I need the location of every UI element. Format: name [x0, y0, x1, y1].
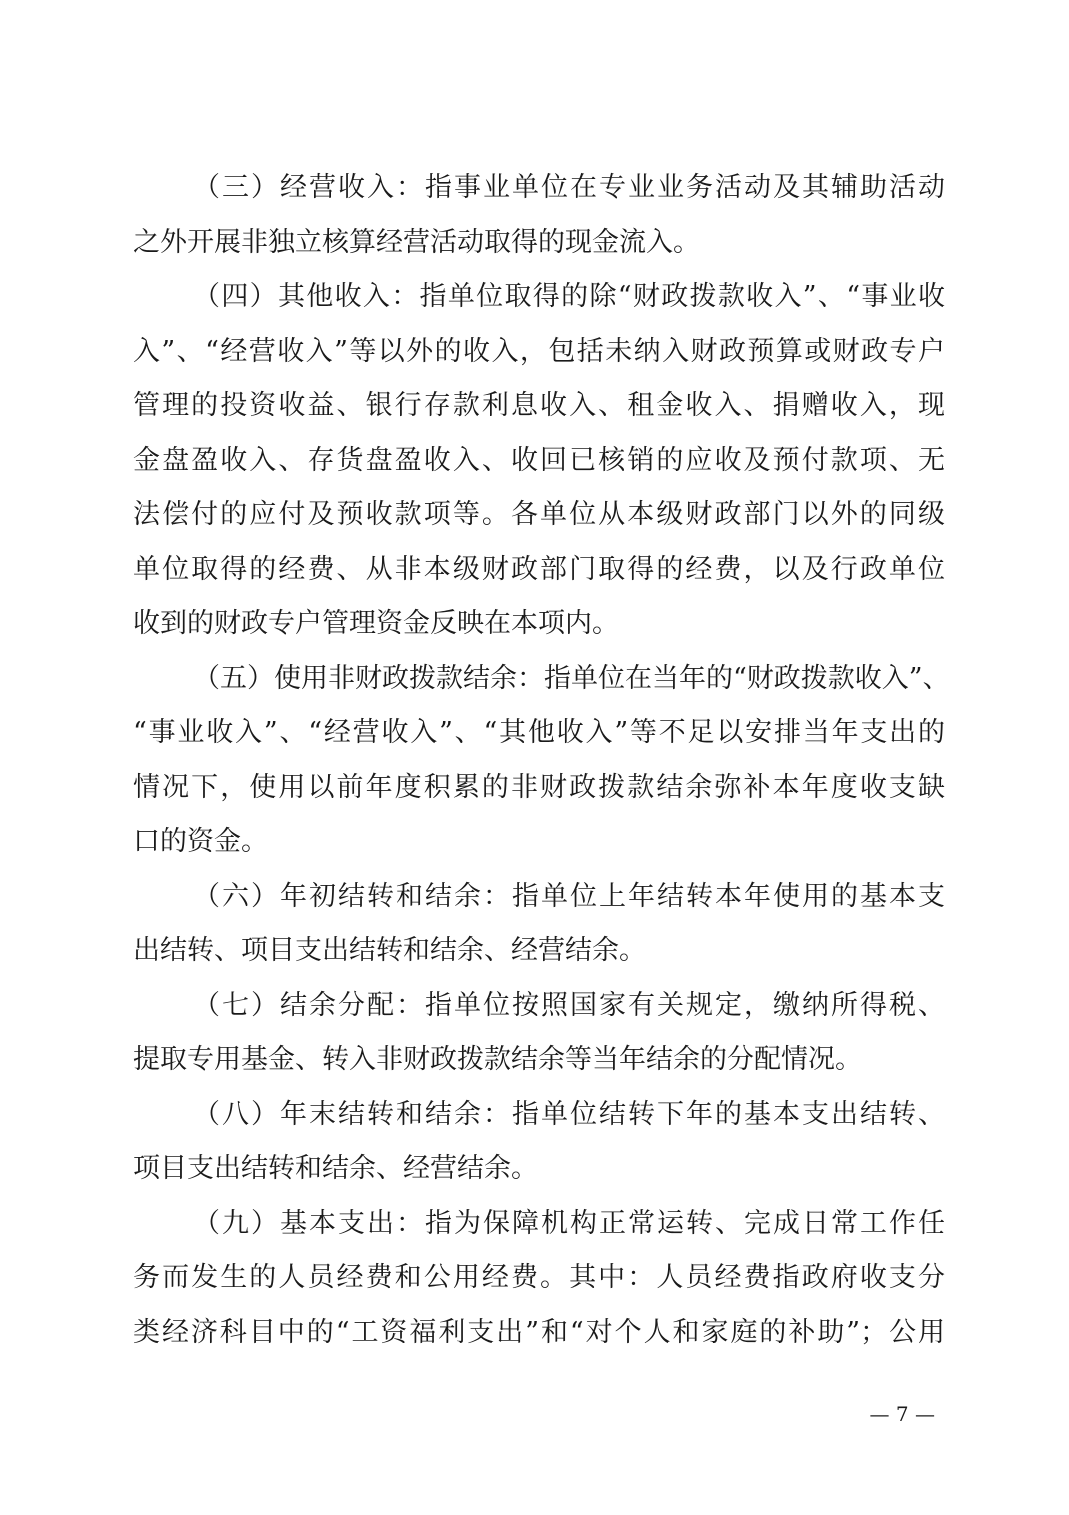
paragraph-other-income: [133, 270, 945, 652]
paragraph-line: （九）基本支出：指为保障机构正常运转、完成日常工作任: [193, 1207, 945, 1239]
paragraph-line: 出结转、项目支出结转和结余、经营结余。: [133, 935, 646, 966]
paragraph-line: “事业收入”、“经营收入”、“其他收入”等不足以安排当年支出的: [133, 717, 945, 748]
paragraph-line: 单位取得的经费、从非本级财政部门取得的经费，以及行政单位: [133, 553, 945, 585]
paragraph-line: 务而发生的人员经费和公用经费。其中：人员经费指政府收支分: [133, 1262, 945, 1293]
document-body: [133, 161, 950, 1360]
paragraph-opening-balance: [133, 870, 945, 979]
paragraph-line: 情况下，使用以前年度积累的非财政拨款结余弥补本年度收支缺: [133, 771, 945, 803]
paragraph-basic-expenditure: [133, 1197, 945, 1361]
paragraph-line: （八）年末结转和结余：指单位结转下年的基本支出结转、: [193, 1098, 945, 1130]
paragraph-line: （四）其他收入：指单位取得的除“财政拨款收入”、“事业收: [193, 281, 945, 312]
paragraph-line: 项目支出结转和结余、经营结余。: [133, 1153, 538, 1184]
paragraph-line: 金盘盈收入、存货盘盈收入、收回已核销的应收及预付款项、无: [133, 444, 945, 476]
paragraph-line: （七）结余分配：指单位按照国家有关规定，缴纳所得税、: [193, 989, 945, 1021]
paragraph-line: 类经济科目中的“工资福利支出”和“对个人和家庭的补助”；公用: [133, 1316, 945, 1348]
page-number: — 7 —: [869, 1402, 935, 1426]
paragraph-line: 提取专用基金、转入非财政拨款结余等当年结余的分配情况。: [133, 1044, 862, 1075]
paragraph-operating-income: [133, 161, 945, 270]
paragraph-surplus-distribution: [133, 979, 945, 1088]
paragraph-line: （六）年初结转和结余：指单位上年结转本年使用的基本支: [193, 880, 945, 912]
paragraph-line: 法偿付的应付及预收款项等。各单位从本级财政部门以外的同级: [133, 499, 945, 530]
paragraph-line: 入”、“经营收入”等以外的收入，包括未纳入财政预算或财政专户: [133, 335, 945, 367]
paragraph-line: 收到的财政专户管理资金反映在本项内。: [133, 608, 619, 639]
paragraph-line: 口的资金。: [133, 826, 268, 857]
paragraph-line: （五）使用非财政拨款结余：指单位在当年的“财政拨款收入”、: [193, 662, 950, 694]
paragraph-line: 之外开展非独立核算经营活动取得的现金流入。: [133, 226, 700, 258]
paragraph-line: （三）经营收入：指事业单位在专业业务活动及其辅助活动: [193, 172, 945, 203]
paragraph-line: 管理的投资收益、银行存款利息收入、租金收入、捐赠收入，现: [133, 390, 945, 421]
paragraph-non-fiscal-surplus: [133, 652, 950, 870]
paragraph-closing-balance: [133, 1088, 945, 1197]
